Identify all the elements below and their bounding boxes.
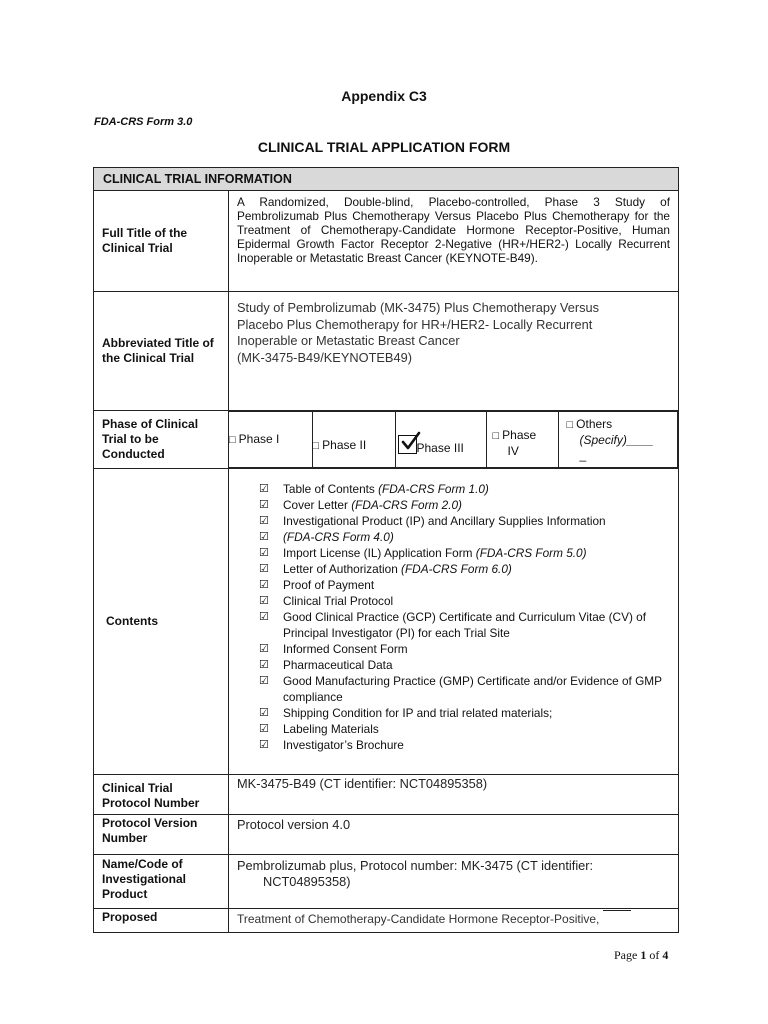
checked-box-icon[interactable]: ☑	[259, 483, 269, 495]
contents-item-text	[283, 529, 678, 545]
section-title: CLINICAL TRIAL INFORMATION	[94, 168, 679, 191]
phase-options	[229, 411, 679, 469]
full-title-value: A Randomized, Double-blind, Placebo-controlled, Phase 3 Study of Pembrolizumab Plus Chemotherapy Versus Placebo Plus Chemotherapy for the Treatment of Chemotherapy-Candidate Hormone Receptor-Positive, Human Epidermal Growth Factor Receptor 2-Negative (HR+/HER2-) Locally Recurrent Inoperable or Metastatic Breast Cancer (KEYNOTE-B49).	[229, 191, 679, 292]
contents-item-main: Letter of Authorization	[283, 562, 402, 576]
contents-item-text	[283, 481, 678, 497]
phase-4-checkbox[interactable]: □	[492, 430, 500, 442]
protocol-number-label: Clinical Trial Protocol Number	[94, 775, 229, 815]
product-line-2: NCT04895358)	[263, 874, 351, 889]
page-total: 4	[662, 948, 669, 962]
checked-box-icon[interactable]: ☑	[259, 675, 269, 687]
contents-item	[259, 641, 678, 657]
checked-box-icon[interactable]: ☑	[259, 659, 269, 671]
checked-box-icon[interactable]: ☑	[259, 723, 269, 735]
contents-label: Contents	[94, 469, 229, 775]
checked-box-icon[interactable]: ☑	[259, 499, 269, 511]
contents-item-main: Investigational Product (IP) and Ancillary Supplies Information	[283, 514, 606, 528]
checked-box-icon[interactable]: ☑	[259, 579, 269, 591]
phase-1-label: Phase I	[238, 431, 280, 446]
contents-list-cell	[229, 469, 679, 775]
contents-item-text	[283, 721, 678, 737]
contents-item	[259, 481, 678, 497]
protocol-number-value: MK-3475-B49 (CT identifier: NCT04895358)	[229, 775, 679, 815]
contents-item	[259, 737, 678, 753]
contents-item-text	[283, 641, 678, 657]
contents-item-main: Pharmaceutical Data	[283, 658, 393, 672]
phase-4-option[interactable]	[486, 412, 558, 468]
contents-item-form-ref: (FDA-CRS Form 6.0)	[401, 562, 512, 576]
abbrev-line-2: Placebo Plus Chemotherapy for HR+/HER2- Locally Recurrent	[237, 316, 593, 332]
phase-row	[94, 411, 679, 469]
phase-options-table	[229, 411, 678, 468]
proposed-value	[229, 909, 679, 933]
phase-others-option[interactable]	[558, 412, 678, 468]
contents-item	[259, 721, 678, 737]
product-line-1: Pembrolizumab plus, Protocol number: MK-3475 (CT identifier:	[237, 858, 594, 873]
phase-1-option[interactable]	[229, 412, 312, 468]
abbrev-title-value	[229, 292, 679, 411]
protocol-number-row	[94, 775, 679, 815]
phase-3-option[interactable]	[395, 412, 486, 468]
contents-item-main: Good Manufacturing Practice (GMP) Certificate and/or Evidence of GMP compliance	[283, 674, 662, 704]
contents-item-text	[283, 705, 678, 721]
product-value	[229, 855, 679, 909]
contents-item	[259, 529, 678, 545]
form-code: FDA-CRS Form 3.0	[94, 116, 193, 128]
checked-box-icon[interactable]: ☑	[259, 611, 269, 623]
contents-item-form-ref: (FDA-CRS Form 5.0)	[475, 546, 587, 560]
phase-label: Phase of Clinical Trial to be Conducted	[94, 411, 229, 469]
others-specify-tail: _	[579, 448, 587, 462]
abbrev-line-4: (MK-3475-B49/KEYNOTEB49)	[237, 349, 412, 365]
contents-item-form-ref: (FDA-CRS Form 4.0)	[283, 530, 394, 544]
phase-3-checkbox-checked[interactable]	[398, 435, 417, 454]
checked-box-icon[interactable]: ☑	[259, 531, 269, 543]
contents-item-text	[283, 609, 678, 641]
section-header-row	[94, 168, 679, 191]
abbrev-title-row	[94, 292, 679, 411]
others-specify-field[interactable]: (Specify)____	[579, 433, 654, 447]
phase-4-label-line1: Phase	[502, 428, 537, 442]
contents-item-text	[283, 657, 678, 673]
checked-box-icon[interactable]: ☑	[259, 563, 269, 575]
contents-item	[259, 609, 678, 641]
contents-item	[259, 561, 678, 577]
product-row	[94, 855, 679, 909]
contents-item-text	[283, 593, 678, 609]
proposed-text: Treatment of Chemotherapy-Candidate Hormone Receptor-Positive,	[237, 912, 600, 926]
checked-box-icon[interactable]: ☑	[259, 739, 269, 751]
contents-item-main: Clinical Trial Protocol	[283, 594, 394, 608]
proposed-underline	[603, 910, 631, 911]
contents-item	[259, 657, 678, 673]
contents-item-main: Proof of Payment	[283, 578, 375, 592]
contents-item-text	[283, 737, 678, 753]
contents-item	[259, 545, 678, 561]
contents-item	[259, 673, 678, 705]
contents-item-text	[283, 513, 678, 529]
checked-box-icon[interactable]: ☑	[259, 515, 269, 527]
contents-item	[259, 497, 678, 513]
others-label: Others	[576, 417, 613, 431]
contents-item	[259, 513, 678, 529]
contents-item	[259, 593, 678, 609]
contents-item-text	[283, 497, 678, 513]
page-number	[614, 948, 668, 963]
page-of-word: of	[646, 948, 663, 962]
phase-2-option[interactable]	[312, 412, 395, 468]
product-label: Name/Code of Investigational Product	[94, 855, 229, 909]
checkmark-icon	[400, 431, 422, 453]
contents-item-form-ref: (FDA-CRS Form 1.0)	[378, 482, 489, 496]
appendix-heading: Appendix C3	[341, 88, 427, 104]
abbrev-line-3: Inoperable or Metastatic Breast Cancer	[237, 333, 460, 348]
contents-item-main: Table of Contents	[283, 482, 379, 496]
contents-item-form-ref: (FDA-CRS Form 2.0)	[351, 498, 462, 512]
page-word: Page	[614, 948, 641, 962]
contents-item-text	[283, 561, 678, 577]
contents-item-text	[283, 577, 678, 593]
contents-item-text	[283, 545, 678, 561]
phase-2-checkbox[interactable]: □	[312, 440, 320, 452]
form-title: CLINICAL TRIAL APPLICATION FORM	[257, 139, 511, 155]
contents-item-main: Informed Consent Form	[283, 642, 408, 656]
checked-box-icon[interactable]: ☑	[259, 595, 269, 607]
contents-list	[229, 469, 678, 753]
full-title-label: Full Title of the Clinical Trial	[94, 191, 229, 292]
protocol-version-row	[94, 815, 679, 855]
page-current: 1	[640, 948, 647, 962]
contents-item-main: Investigator’s Brochure	[283, 738, 404, 752]
contents-item-main: Labeling Materials	[283, 722, 379, 736]
protocol-version-label: Protocol Version Number	[94, 815, 229, 855]
proposed-label: Proposed	[94, 909, 229, 933]
contents-item-main: Cover Letter	[283, 498, 352, 512]
phase-1-checkbox[interactable]: □	[229, 433, 236, 446]
abbrev-line-1: Study of Pembrolizumab (MK-3475) Plus Chemotherapy Versus	[237, 300, 600, 315]
checked-box-icon[interactable]: ☑	[259, 547, 269, 559]
contents-item-text	[283, 673, 678, 705]
phase-4-label-line2: IV	[507, 444, 519, 458]
others-checkbox[interactable]: □	[566, 419, 574, 431]
clinical-trial-table	[93, 167, 679, 933]
proposed-row	[94, 909, 679, 933]
phase-3-label: Phase III	[416, 441, 464, 455]
checked-box-icon[interactable]: ☑	[259, 707, 269, 719]
phase-2-label: Phase II	[322, 438, 367, 452]
checked-box-icon[interactable]: ☑	[259, 643, 269, 655]
contents-item-main: Good Clinical Practice (GCP) Certificate and Curriculum Vitae (CV) of Principal Investigator (PI) for each Trial Site	[283, 610, 646, 640]
contents-item	[259, 577, 678, 593]
contents-item-main: Import License (IL) Application Form	[283, 546, 476, 560]
contents-item	[259, 705, 678, 721]
contents-item-main: Shipping Condition for IP and trial related materials;	[283, 706, 553, 720]
full-title-row	[94, 191, 679, 292]
abbrev-title-label: Abbreviated Title of the Clinical Trial	[94, 292, 229, 411]
protocol-version-value: Protocol version 4.0	[229, 815, 679, 855]
contents-row	[94, 469, 679, 775]
